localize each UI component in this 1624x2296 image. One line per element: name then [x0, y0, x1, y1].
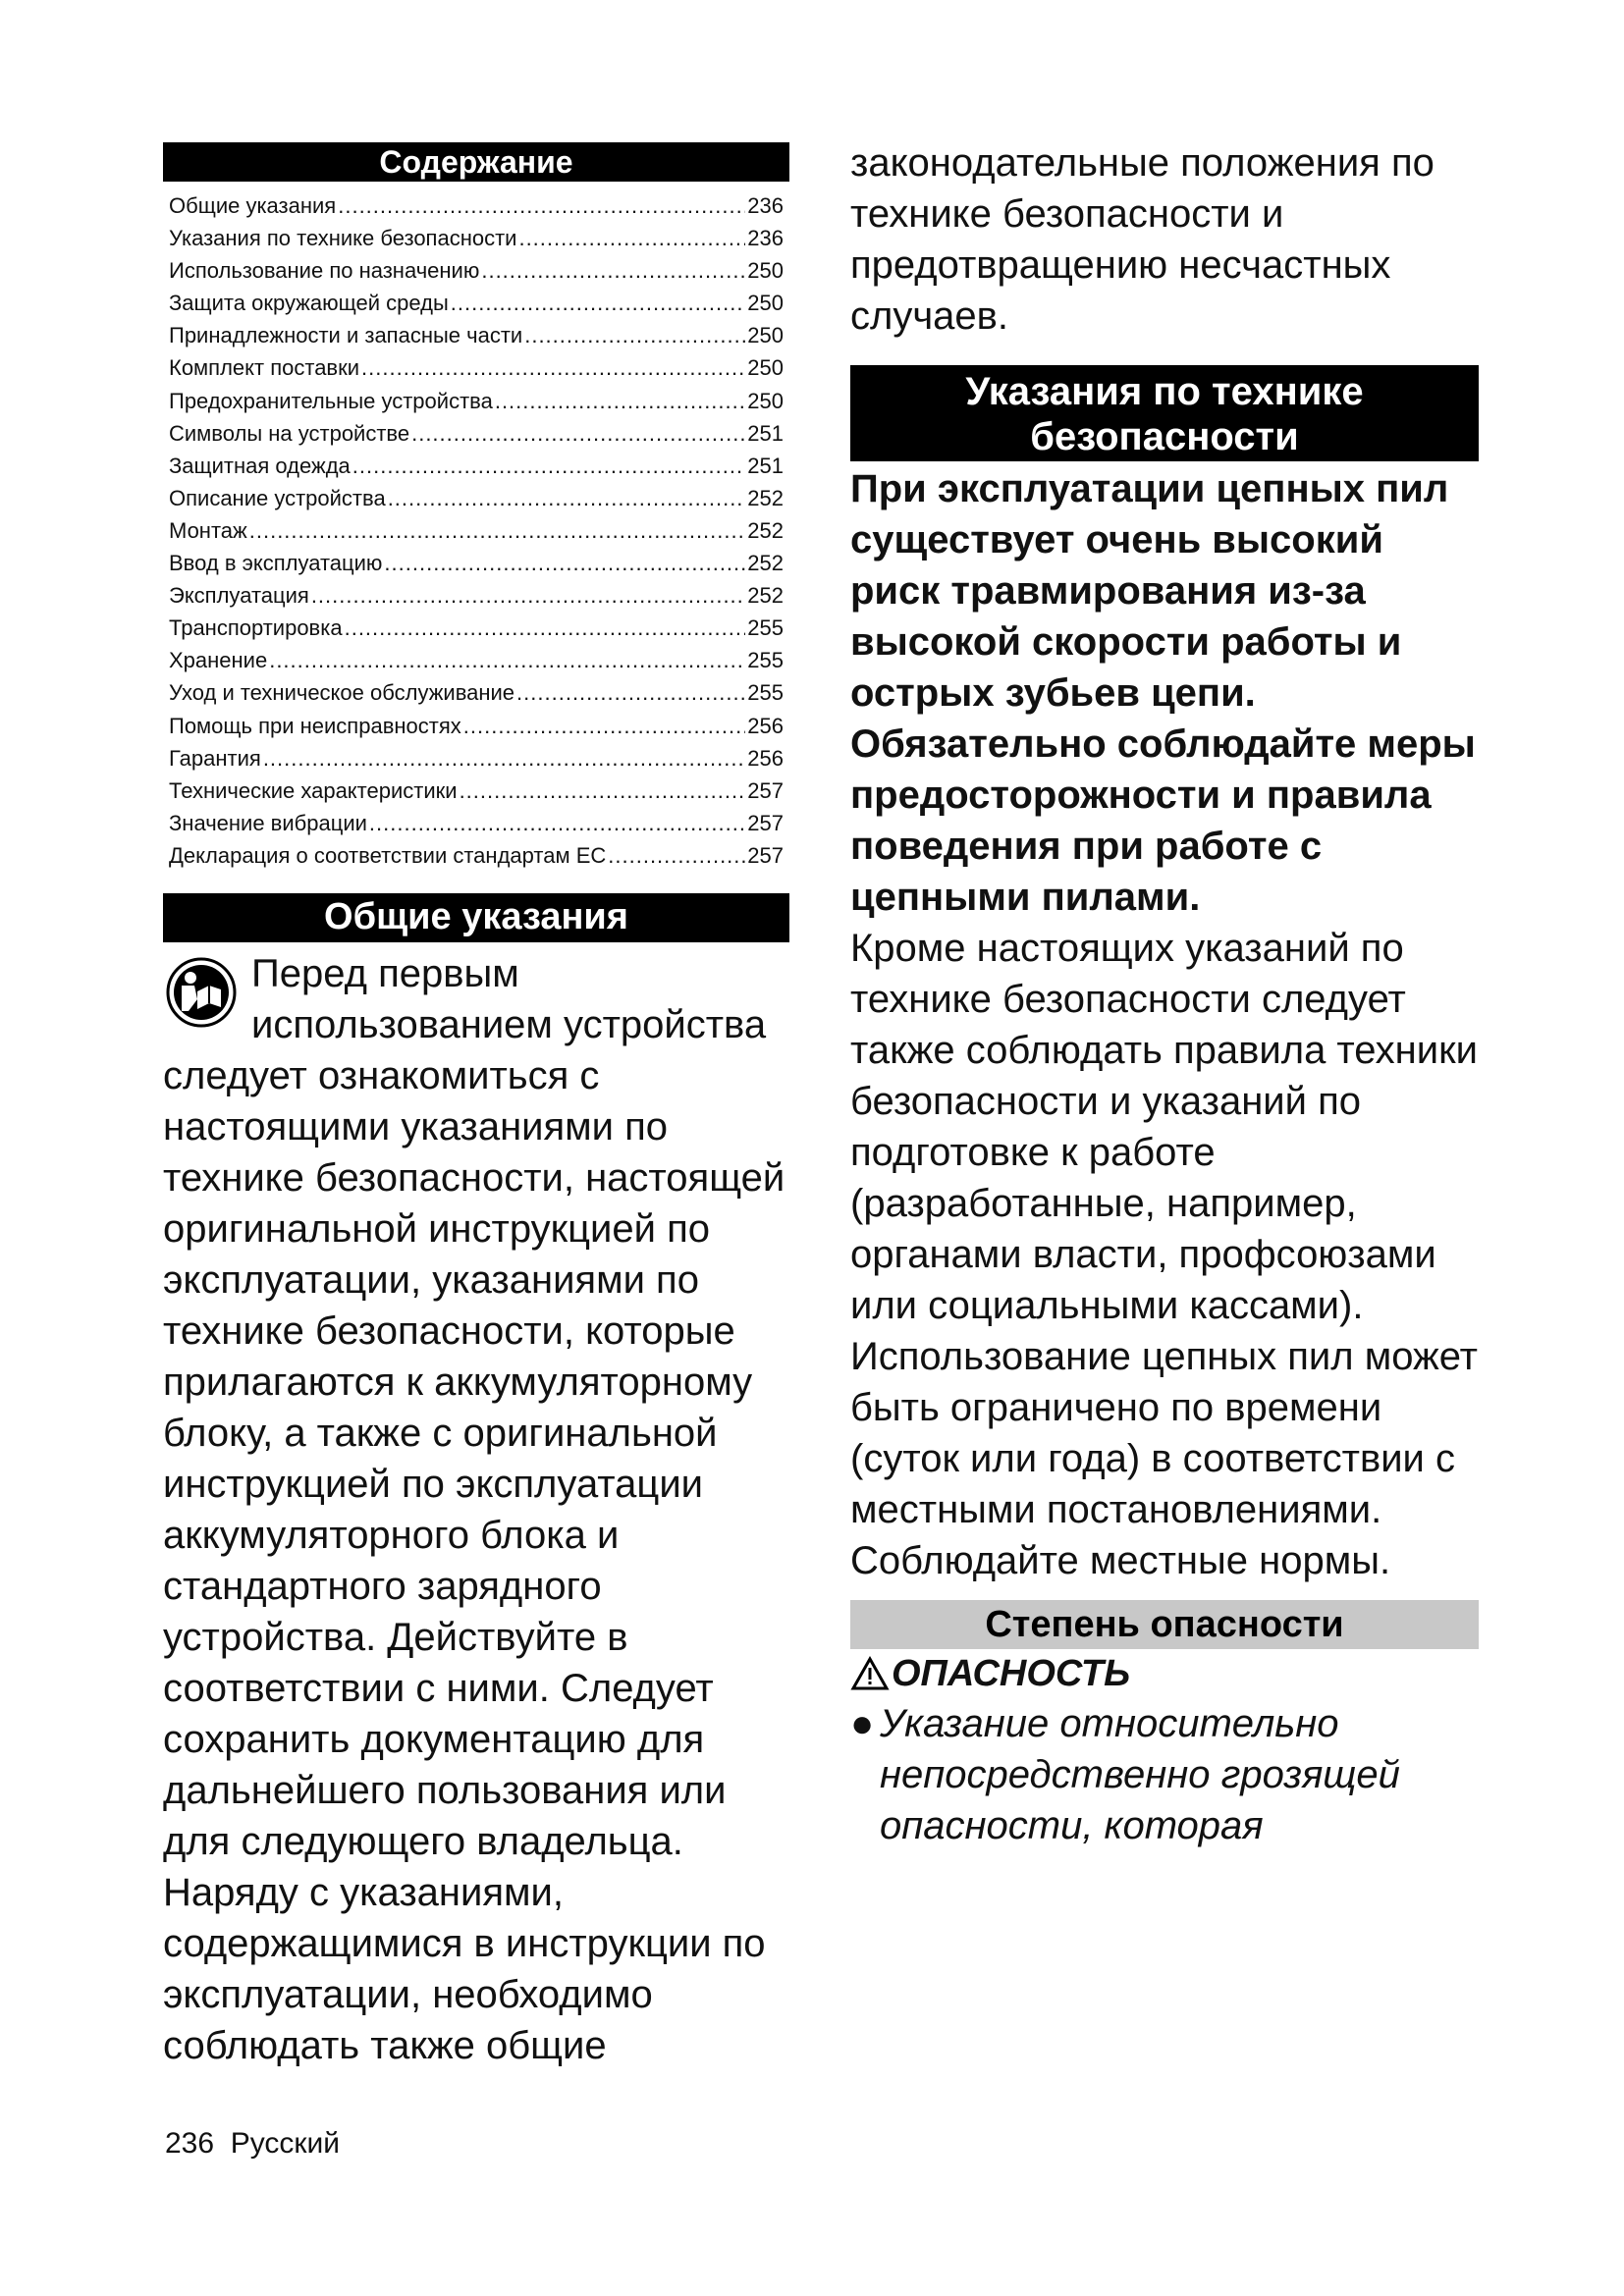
page-footer	[165, 2126, 340, 2162]
toc-item[interactable]: Технические характеристики ..... 257	[169, 774, 784, 807]
toc-item[interactable]: Комплект поставки ..... 250	[169, 351, 784, 384]
toc-item[interactable]: Указания по технике безопасности ..... 236	[169, 222, 784, 254]
toc-item[interactable]: Общие указания ..... 236	[169, 189, 784, 222]
safety-paragraph-1: Кроме настоящих указаний по технике безопасности следует также соблюдать правила техники безопасности и указаний по подготовке к работе (разработанные, например, органами власти, профсоюзами или социальными кассами).	[850, 927, 1478, 1327]
toc-item[interactable]: Хранение ..... 255	[169, 644, 784, 676]
toc-item[interactable]: Защита окружающей среды ..... 250	[169, 287, 784, 319]
read-manual-icon	[165, 956, 238, 1029]
left-column	[163, 142, 789, 2071]
safety-warning: При эксплуатации цепных пил существует очень высокий риск травмирования из-за высокой скорости работы и острых зубьев цепи. Обязательно соблюдайте меры предосторожности и правила поведения при работе с цепными пилами.	[850, 467, 1476, 919]
toc-item[interactable]: Гарантия ..... 256	[169, 742, 784, 774]
page-number: 236	[165, 2127, 215, 2160]
section-title-hazard: Степень опасности	[850, 1600, 1479, 1649]
toc-item[interactable]: Использование по назначению ..... 250	[169, 254, 784, 287]
section-title-safety: Указания по технике безопасности	[850, 365, 1479, 461]
toc-item[interactable]: Значение вибрации ..... 257	[169, 807, 784, 839]
toc-item[interactable]: Ввод в эксплуатацию ..... 252	[169, 547, 784, 579]
right-column	[850, 137, 1479, 1851]
danger-label: ОПАСНОСТЬ	[850, 1649, 1479, 1698]
toc-title: Содержание	[163, 142, 789, 182]
section-title-general: Общие указания	[163, 893, 789, 942]
toc-item[interactable]: Принадлежности и запасные части ..... 250	[169, 319, 784, 351]
toc-item[interactable]: Транспортировка ..... 255	[169, 612, 784, 644]
toc-item[interactable]: Предохранительные устройства ..... 250	[169, 385, 784, 417]
general-paragraph-2: Наряду с указаниями, содержащимися в инструкции по эксплуатации, необходимо соблюдать также общие	[163, 1870, 766, 2067]
toc-item[interactable]: Монтаж ..... 252	[169, 514, 784, 547]
toc-item[interactable]: Эксплуатация ..... 252	[169, 579, 784, 612]
toc-item[interactable]: Символы на устройстве ..... 251	[169, 417, 784, 450]
toc-item[interactable]: Описание устройства ..... 252	[169, 482, 784, 514]
general-paragraph-1: Перед первым использованием устройства следует ознакомиться с настоящими указаниями по технике безопасности, настоящей оригинальной инструкцией по эксплуатации, указаниями по технике безопасности, которые прилагаются к аккумуляторному блоку, а также с оригинальной инструкцией по эксплуатации аккумуляторного блока и стандартного зарядного устройства. Действуйте в соответствии с ними. Следует сохранить документацию для дальнейшего пользования или для следующего владельца.	[163, 951, 785, 1863]
warning-triangle-icon	[850, 1656, 890, 1691]
general-intro	[163, 948, 789, 2071]
hazard-bullet: ● Указание относительно непосредственно грозящей опасности, которая	[850, 1698, 1479, 1851]
toc-item[interactable]: Помощь при неисправностях ..... 256	[169, 710, 784, 742]
table-of-contents	[163, 189, 789, 872]
toc-item[interactable]: Декларация о соответствии стандартам ЕС ..... 257	[169, 839, 784, 872]
toc-item[interactable]: Защитная одежда ..... 251	[169, 450, 784, 482]
safety-paragraph-2: Использование цепных пил может быть ограничено по времени (суток или года) в соответствии с местными постановлениями.	[850, 1335, 1479, 1531]
bullet-icon: ●	[850, 1702, 875, 1745]
footer-language: Русский	[230, 2127, 341, 2160]
safety-paragraph-3: Соблюдайте местные нормы.	[850, 1539, 1391, 1582]
toc-item[interactable]: Уход и техническое обслуживание ..... 255	[169, 676, 784, 709]
general-paragraph-2-continued: законодательные положения по технике безопасности и предотвращению несчастных случаев.	[850, 141, 1435, 338]
